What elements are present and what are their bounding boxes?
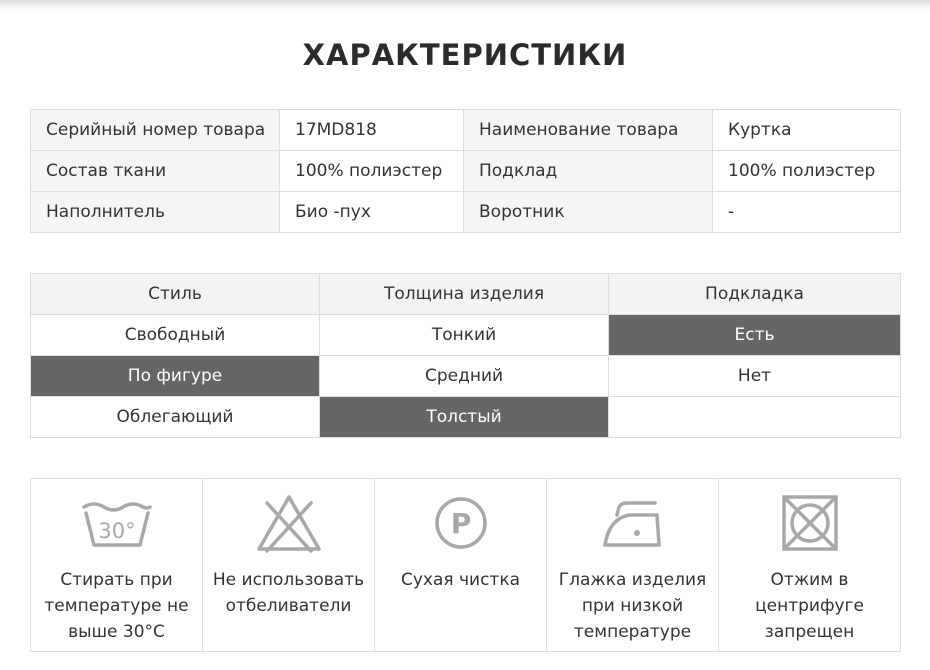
no-bleach-icon (253, 493, 325, 553)
spec-table (30, 109, 901, 233)
options-header: Толщина изделия (320, 274, 609, 315)
wash-30-icon (81, 493, 153, 553)
option-cell: Нет (609, 356, 901, 397)
no-tumble-dry-icon (774, 493, 846, 553)
spec-row (31, 192, 901, 233)
spec-key: Воротник (464, 192, 713, 233)
options-row (31, 315, 901, 356)
care-cell (547, 479, 719, 652)
spec-value: Био -пух (280, 192, 464, 233)
care-cell (203, 479, 375, 652)
spec-value: Куртка (713, 110, 901, 151)
spec-key: Наполнитель (31, 192, 280, 233)
spec-key: Серийный номер товара (31, 110, 280, 151)
options-row (31, 356, 901, 397)
option-cell: Облегающий (31, 397, 320, 438)
spec-key: Подклад (464, 151, 713, 192)
spec-key: Состав ткани (31, 151, 280, 192)
care-row (31, 479, 901, 652)
page-title: ХАРАКТЕРИСТИКИ (302, 38, 628, 72)
care-table (30, 478, 901, 652)
care-cell (31, 479, 203, 652)
care-label: Не использовать отбеливатели (212, 570, 365, 616)
care-cell (375, 479, 547, 652)
options-header: Стиль (31, 274, 320, 315)
care-label: Глажка изделия при низкой температуре (558, 570, 707, 642)
options-header: Подкладка (609, 274, 901, 315)
spec-row (31, 151, 901, 192)
spec-value: 17MD818 (280, 110, 464, 151)
svg-text:P: P (450, 507, 471, 540)
option-cell: Толстый (320, 397, 609, 438)
option-cell: Есть (609, 315, 901, 356)
svg-text:30°: 30° (97, 519, 136, 543)
options-row (31, 397, 901, 438)
care-label: Стирать при температуре не выше 30°C (44, 570, 189, 642)
spec-value: - (713, 192, 901, 233)
options-header-row (31, 274, 901, 315)
options-table (30, 273, 901, 438)
care-label: Отжим в центрифуге запрещен (755, 570, 864, 642)
option-cell (609, 397, 901, 438)
iron-low-icon (597, 493, 669, 553)
care-label: Сухая чистка (400, 570, 521, 590)
option-cell: Свободный (31, 315, 320, 356)
top-shadow (0, 0, 930, 10)
option-cell: По фигуре (31, 356, 320, 397)
spec-value: 100% полиэстер (713, 151, 901, 192)
spec-key: Наименование товара (464, 110, 713, 151)
option-cell: Тонкий (320, 315, 609, 356)
option-cell: Средний (320, 356, 609, 397)
spec-value: 100% полиэстер (280, 151, 464, 192)
spec-row (31, 110, 901, 151)
care-cell (719, 479, 901, 652)
dry-clean-p-icon (425, 493, 497, 553)
